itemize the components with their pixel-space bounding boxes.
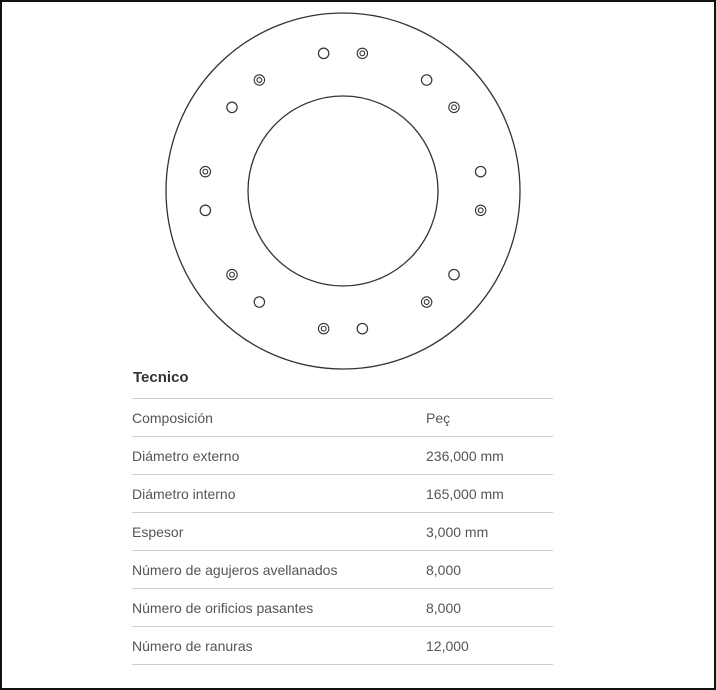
spec-value: Peç [426,399,553,437]
disc-diagram [164,10,524,372]
spec-label: Composición [132,399,426,437]
spec-value: 236,000 mm [426,437,553,475]
spec-value: 8,000 [426,589,553,627]
through-hole [449,269,459,279]
countersunk-hole [357,48,367,58]
spec-value: 8,000 [426,551,553,589]
countersunk-hole [227,269,237,279]
countersunk-hole [475,205,485,215]
table-row [132,513,553,551]
spec-label: Número de orificios pasantes [132,589,426,627]
hole-group [200,48,486,334]
spec-label: Diámetro interno [132,475,426,513]
through-hole [318,48,328,58]
table-row [132,437,553,475]
table-row [132,399,553,437]
through-hole [421,75,431,85]
countersunk-hole [421,297,431,307]
specs-table [132,398,553,665]
countersunk-hole [449,102,459,112]
spec-value: 165,000 mm [426,475,553,513]
inner-bore [248,96,438,286]
countersunk-hole [200,166,210,176]
table-row [132,551,553,589]
through-hole [200,205,210,215]
section-title: Tecnico [133,369,189,386]
table-row [132,475,553,513]
disc-drawing [164,10,524,372]
outer-edge [166,13,520,369]
spec-value: 3,000 mm [426,513,553,551]
countersunk-hole [318,323,328,333]
spec-value: 12,000 [426,627,553,665]
spec-label: Número de agujeros avellanados [132,551,426,589]
countersunk-hole [254,75,264,85]
table-row [132,627,553,665]
through-hole [475,166,485,176]
through-hole [254,297,264,307]
spec-label: Número de ranuras [132,627,426,665]
through-hole [227,102,237,112]
table-row [132,589,553,627]
through-hole [357,323,367,333]
spec-label: Diámetro externo [132,437,426,475]
spec-label: Espesor [132,513,426,551]
